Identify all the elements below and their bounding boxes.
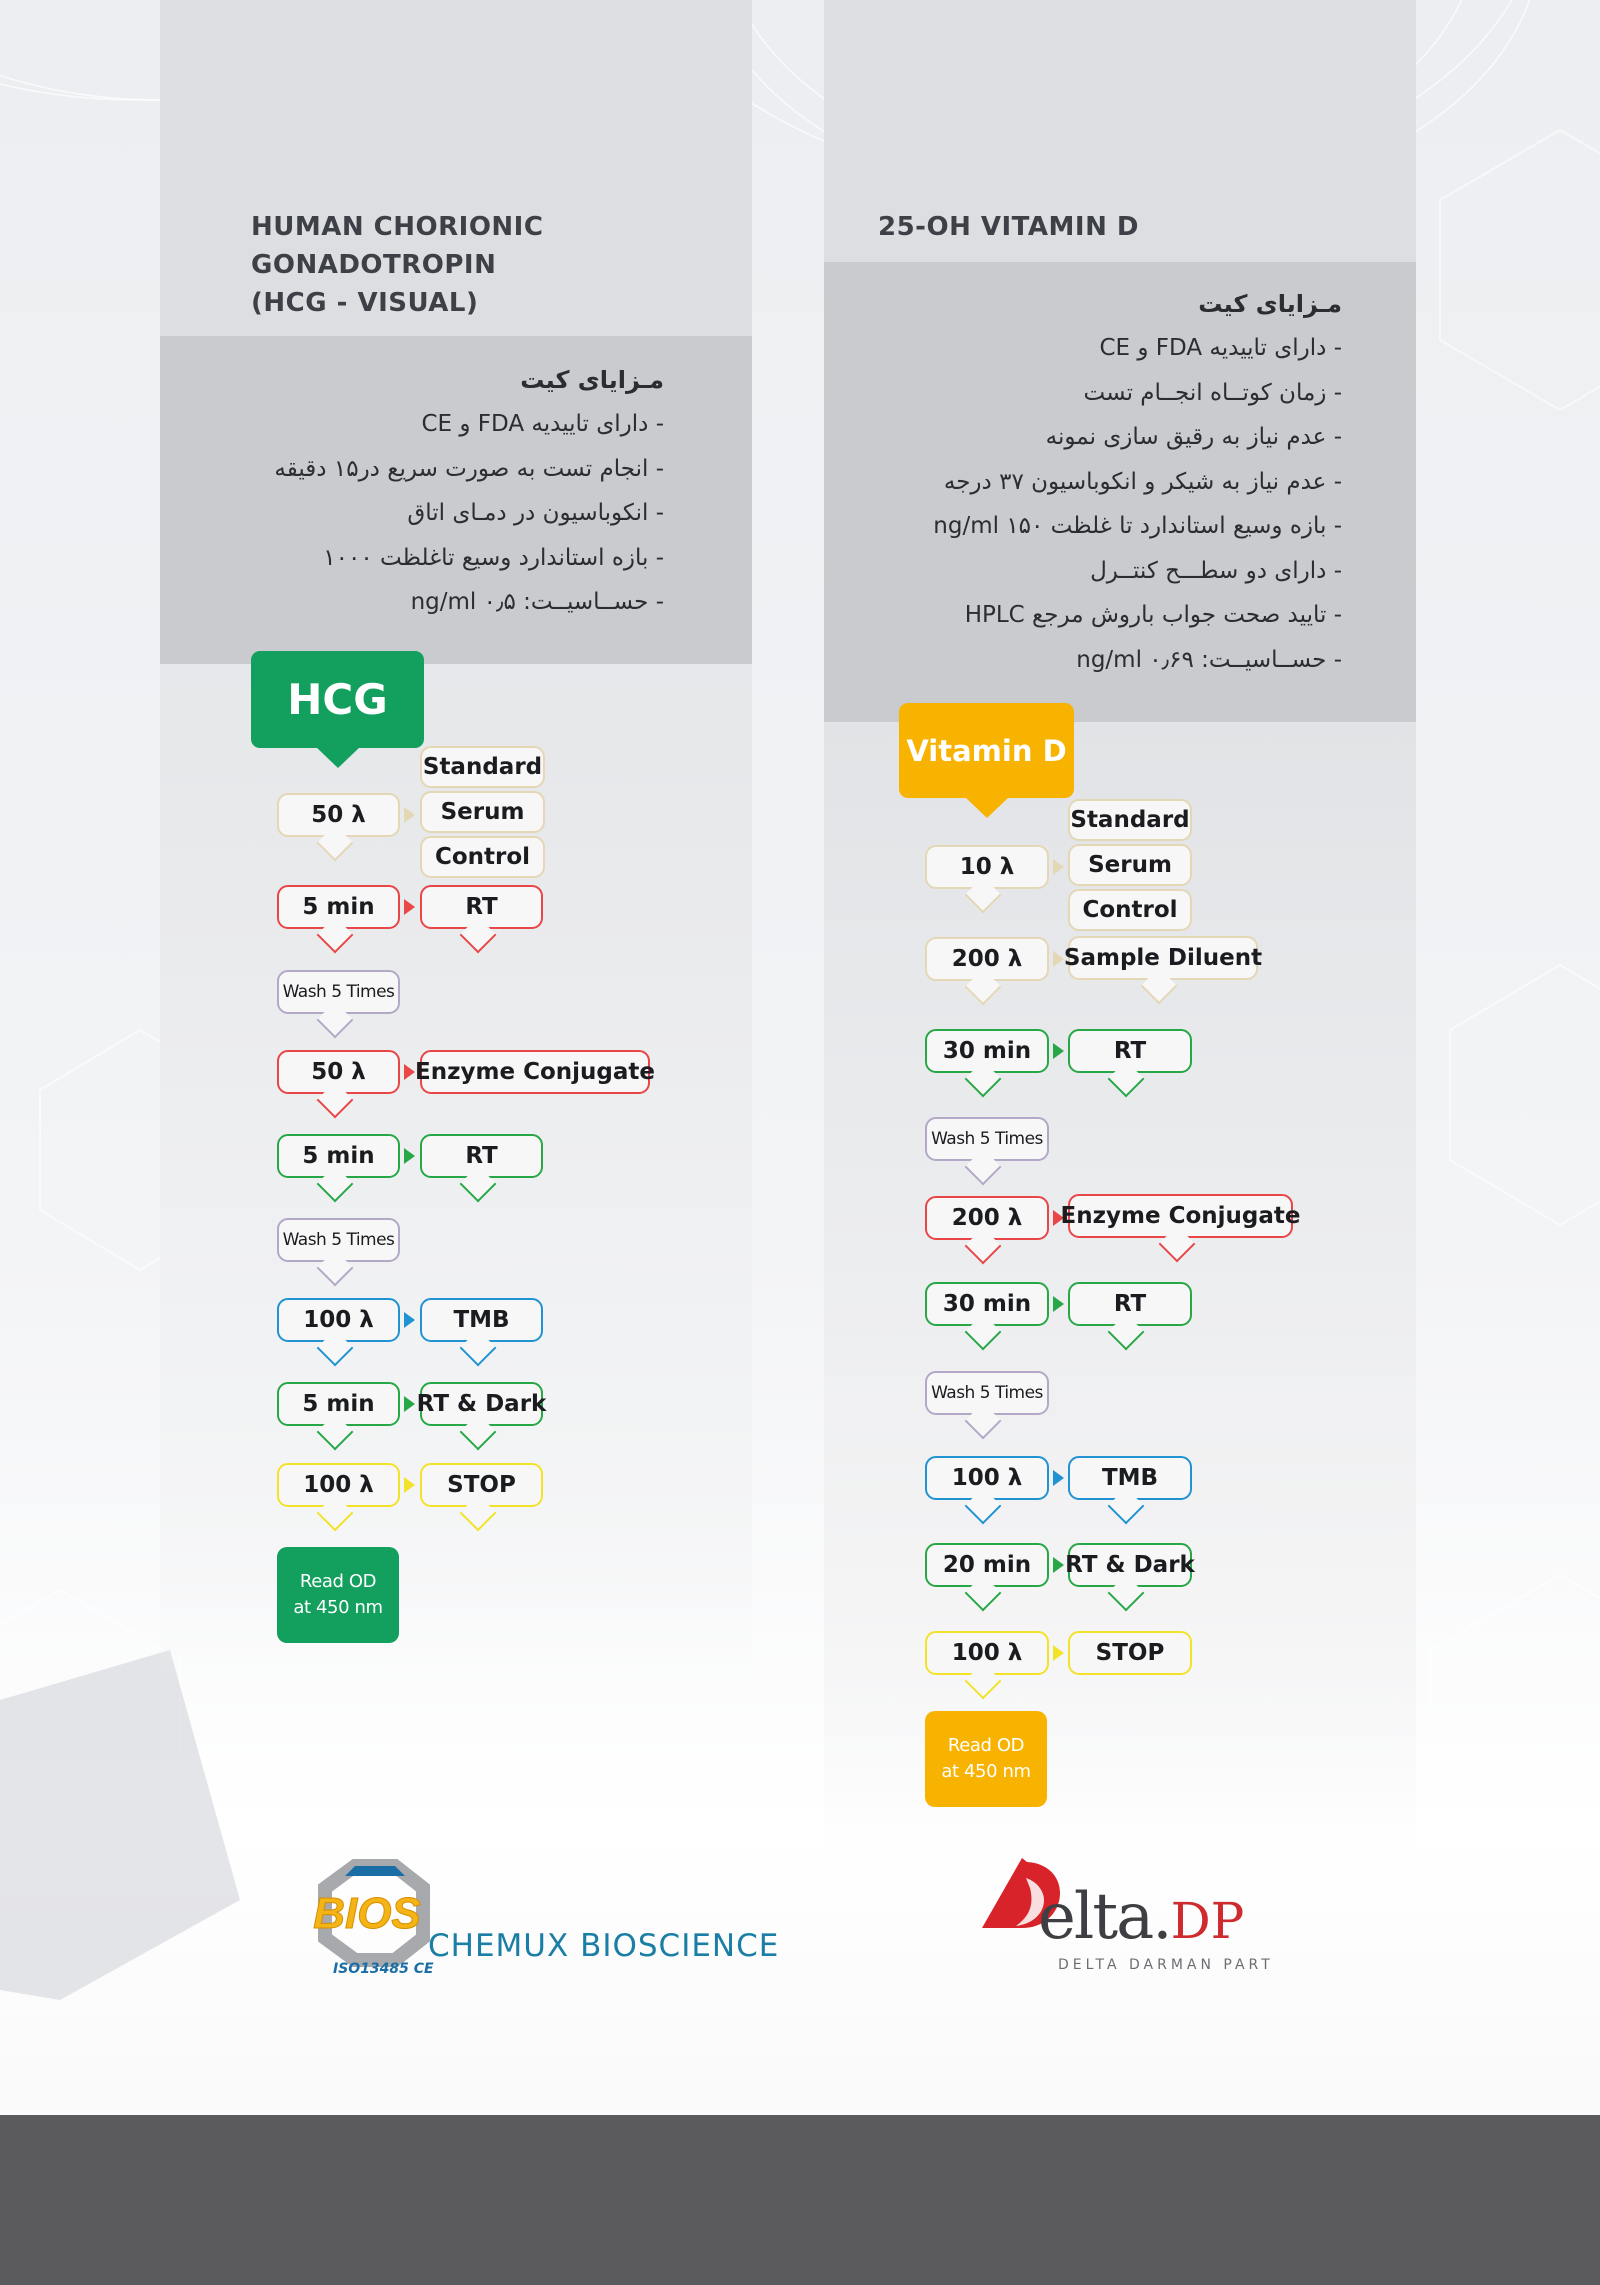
flow-arrow-icon (404, 899, 415, 915)
vitd-benefit-item: - دارای دو سطـــح کنتــرل (1090, 557, 1342, 584)
hcg-benefit-item: - انکوباسیون در دمـای اتاق (407, 500, 664, 526)
hcg-step-condition: RT (420, 885, 543, 929)
vitd-column (824, 0, 1416, 1860)
vitd-serum-label: Serum (1068, 844, 1192, 886)
flow-arrow-icon (1053, 1645, 1064, 1661)
flow-arrow-icon (404, 1477, 415, 1493)
delta-darman-part-subtitle: DELTA DARMAN PART (1058, 1957, 1274, 1973)
hcg-step-condition: RT & Dark (420, 1382, 543, 1426)
flow-arrow-icon (1053, 1557, 1064, 1573)
flow-arrow-icon (1053, 951, 1064, 967)
bios-logo-text: BIOS (313, 1889, 421, 1938)
vitd-step-reagent: Enzyme Conjugate (1068, 1194, 1293, 1238)
vitd-benefits-panel (824, 262, 1416, 722)
hcg-benefits-panel (160, 336, 752, 664)
chemux-bioscience-name: CHEMUX BIOSCIENCE (428, 1928, 780, 1964)
vitd-tag (899, 703, 1074, 798)
hcg-tag-label: HCG (287, 675, 388, 724)
vitd-benefit-item: - عدم نیاز به رقیق سازی نمونه (1045, 424, 1342, 450)
footer-band (0, 2115, 1600, 2285)
hcg-title (251, 208, 691, 322)
vitd-standard-label: Standard (1068, 799, 1192, 841)
hcg-read-od-box (277, 1547, 399, 1643)
hcg-benefits-heading: مـزایای کیت (520, 366, 664, 394)
hcg-step-time: 5 min (277, 1134, 400, 1178)
vitd-step-reagent: TMB (1068, 1456, 1192, 1500)
vitd-benefit-item: - زمان کوتــاه انجــام تست (1083, 379, 1342, 406)
hcg-step-volume: 50 λ (277, 793, 400, 837)
vitd-step-volume: 200 λ (925, 937, 1049, 981)
hcg-tag (251, 651, 424, 748)
flow-arrow-icon (1053, 1043, 1064, 1059)
vitd-step-reagent: Sample Diluent (1068, 936, 1258, 980)
vitd-wash-step: Wash 5 Times (925, 1371, 1049, 1415)
read-od-line-1: Read OD (299, 1571, 377, 1592)
flow-arrow-icon (404, 1148, 415, 1164)
vitd-step-reagent: STOP (1068, 1631, 1192, 1675)
hcg-benefits-list (274, 358, 664, 625)
delta-wordmark-text: elta. (1038, 1880, 1171, 1954)
read-od-line-1: Read OD (947, 1735, 1025, 1756)
flow-arrow-icon (404, 807, 415, 823)
delta-dp-text: DP (1170, 1892, 1245, 1950)
hcg-step-reagent: STOP (420, 1463, 543, 1507)
vitd-step-time: 30 min (925, 1282, 1049, 1326)
hcg-step-reagent: TMB (420, 1298, 543, 1342)
hcg-step-time: 5 min (277, 885, 400, 929)
vitd-step-volume: 200 λ (925, 1196, 1049, 1240)
vitd-title: 25-OH VITAMIN D (878, 212, 1139, 242)
vitd-read-od-box (925, 1711, 1047, 1807)
delta-dp-wordmark (1038, 1880, 1244, 1954)
vitd-step-volume: 10 λ (925, 845, 1049, 889)
iso-certification-text: ISO13485 CE (333, 1961, 434, 1977)
hcg-benefit-item: - بازه استاندارد وسیع تاغلظت ۱۰۰۰ (323, 544, 664, 571)
vitd-step-time: 20 min (925, 1543, 1049, 1587)
vitd-benefit-item: - حســاسیــت: ۰٫۶۹ ng/ml (1076, 646, 1342, 673)
flow-arrow-icon (1053, 859, 1064, 875)
vitd-step-volume: 100 λ (925, 1456, 1049, 1500)
hcg-step-volume: 50 λ (277, 1050, 400, 1094)
vitd-benefit-item: - دارای تاییدیه FDA و CE (1099, 335, 1342, 361)
hcg-benefit-item: - انجام تست به صورت سریع در۱۵ دقیقه (274, 455, 664, 482)
bios-logo (305, 1858, 435, 1978)
vitd-step-condition: RT (1068, 1029, 1192, 1073)
vitd-wash-step: Wash 5 Times (925, 1117, 1049, 1161)
hcg-title-line-2: GONADOTROPIN (251, 250, 497, 280)
hcg-wash-step: Wash 5 Times (277, 970, 400, 1014)
vitd-benefits-heading: مـزایای کیت (1198, 290, 1342, 318)
vitd-step-volume: 100 λ (925, 1631, 1049, 1675)
hcg-step-time: 5 min (277, 1382, 400, 1426)
hcg-title-line-1: HUMAN CHORIONIC (251, 212, 544, 242)
hcg-column (160, 0, 752, 1690)
hcg-benefit-item: - حســاسیــت: ۰٫۵ ng/ml (410, 589, 664, 615)
hcg-serum-label: Serum (420, 791, 545, 833)
hcg-step-volume: 100 λ (277, 1463, 400, 1507)
flow-arrow-icon (404, 1396, 415, 1412)
flow-arrow-icon (404, 1312, 415, 1328)
vitd-benefit-item: - بازه وسیع استاندارد تا غلظت ۱۵۰ ng/ml (933, 513, 1342, 539)
hcg-control-label: Control (420, 836, 545, 878)
vitd-step-condition: RT (1068, 1282, 1192, 1326)
flow-arrow-icon (404, 1064, 415, 1080)
read-od-line-2: at 450 nm (293, 1597, 383, 1618)
vitd-step-condition: RT & Dark (1068, 1543, 1192, 1587)
vitd-benefit-item: - تایید صحت جواب باروش مرجع HPLC (964, 602, 1342, 628)
vitd-control-label: Control (1068, 889, 1192, 931)
hcg-benefit-item: - دارای تاییدیه FDA و CE (421, 411, 664, 437)
vitd-step-time: 30 min (925, 1029, 1049, 1073)
vitd-benefits-list (933, 282, 1342, 682)
hcg-standard-label: Standard (420, 746, 545, 788)
flow-arrow-icon (1053, 1470, 1064, 1486)
hcg-step-condition: RT (420, 1134, 543, 1178)
hcg-step-volume: 100 λ (277, 1298, 400, 1342)
vitd-benefit-item: - عدم نیاز به شیکر و انکوباسیون ۳۷ درجه (943, 468, 1342, 495)
flow-arrow-icon (1053, 1296, 1064, 1312)
read-od-line-2: at 450 nm (941, 1761, 1031, 1782)
hcg-title-line-3: (HCG - VISUAL) (251, 288, 479, 318)
hcg-step-reagent: Enzyme Conjugate (420, 1050, 650, 1094)
hcg-wash-step: Wash 5 Times (277, 1218, 400, 1262)
vitd-tag-label: Vitamin D (906, 733, 1067, 768)
